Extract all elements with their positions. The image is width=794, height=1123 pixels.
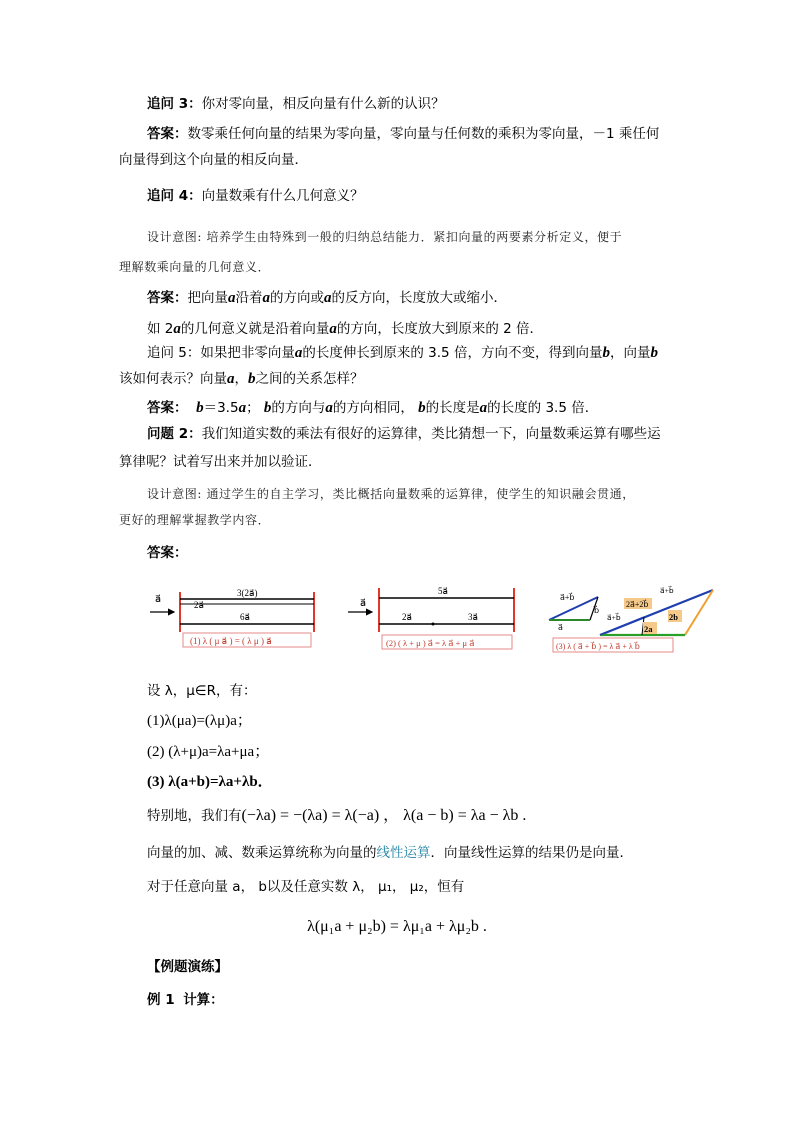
followup-question-3: 追问 3：你对零向量，相反向量有什么新的认识？ — [147, 96, 445, 112]
followup-question-4: 追问 4：向量数乘有什么几何意义？ — [147, 188, 364, 204]
design-intent-1-line-2: 理解数乘向量的几何意义． — [119, 260, 271, 274]
fig1-bottom-label: 6a⃗ — [240, 612, 251, 622]
fig2-a-label: a⃗ — [360, 598, 367, 609]
design-intent-2-line-2: 更好的理解掌握教学内容． — [119, 513, 271, 527]
fig2-caption: (2) ( λ + μ ) a⃗ = λ a⃗ + μ a⃗ — [386, 638, 475, 648]
fig3-b-label: b⃗ — [594, 606, 600, 615]
figure-2 — [348, 586, 514, 649]
linear-combination-formula: λ(μ₁a + μ₂b) = λμ₁a + λμ₂b . — [307, 918, 487, 935]
answer-4: 答案：把向量a沿着a的方向或a的反方向，长度放大或缩小． — [147, 290, 507, 306]
design-intent-2-line-1: 设计意图: 通过学生的自主学习，类比概括向量数乘的运算律，使学生的知识融会贯通， — [147, 487, 635, 501]
answer-3-line-1: 答案：数零乘任何向量的结果为零向量，零向量与任何数的乘积为零向量，－1 乘任何 — [147, 126, 660, 142]
laws-intro: 设 λ，μ∈R，有： — [147, 683, 257, 699]
special-case: 特别地，我们有(−λa) = −(λa) = λ(−a) ， λ(a − b) = λa − λb . — [147, 807, 527, 824]
fig3-apb2-label: a⃗+b⃗ — [607, 613, 621, 622]
fig1-a-label: a⃗ — [155, 594, 162, 605]
law-1: (1)λ(μa)=(λμ)a； — [147, 713, 252, 729]
fig2-left-label: 2a⃗ — [402, 612, 413, 622]
followup-question-5-line-1: 追问 5：如果把非零向量a的长度伸长到原来的 3.5 倍，方向不变，得到向量b，向量b — [147, 345, 658, 361]
figure-3 — [549, 585, 713, 652]
fig3-a-label: a⃗ — [558, 623, 563, 632]
operation-law-figures — [0, 580, 794, 660]
fig1-top-label: 3(2a⃗) — [237, 588, 258, 598]
law-3: (3) λ(a+b)=λa+λb． — [147, 774, 273, 790]
fig3-big-label: 2a⃗+2b⃗ — [626, 600, 649, 609]
section-heading: 【例题演练】 — [147, 959, 228, 975]
fig3-a2-label: 2a⃗ — [644, 624, 660, 634]
followup-question-5-line-2: 该如何表示？向量a，b之间的关系怎样？ — [119, 371, 364, 387]
fig3-apb-label: a⃗+b⃗ — [560, 593, 575, 602]
fig2-top-label: 5a⃗ — [438, 586, 449, 596]
problem-2-line-2: 算律呢？试着写出来并加以验证． — [119, 454, 322, 470]
linear-operation: 向量的加、减、数乘运算统称为向量的线性运算．向量线性运算的结果仍是向量． — [147, 845, 633, 861]
fig1-mid-label: 2a⃗ — [194, 600, 205, 610]
fig3-apb3-label: a⃗+b⃗ — [660, 586, 674, 595]
law-2: (2) (λ+μ)a=λa+μa； — [147, 744, 270, 760]
answer-5: 答案： b＝3.5a； b的方向与a的方向相同， b的长度是a的长度的 3.5 倍． — [147, 400, 599, 416]
fig3-b2-label: 2b⃗ — [669, 612, 685, 622]
problem-2-line-1: 问题 2：我们知道实数的乘法有很好的运算律，类比猜想一下，向量数乘运算有哪些运 — [147, 426, 661, 442]
for-all-statement: 对于任意向量 a， b以及任意实数 λ， μ₁， μ₂，恒有 — [147, 879, 465, 895]
answer-label: 答案： — [147, 545, 188, 561]
answer-3-line-2: 向量得到这个向量的相反向量． — [119, 152, 308, 168]
design-intent-1-line-1: 设计意图: 培养学生由特殊到一般的归纳总结能力．紧扣向量的两要素分析定义，便于 — [147, 230, 623, 244]
fig3-caption: (3) λ ( a⃗ + b⃗ ) = λ a⃗ + λ b⃗ — [556, 642, 640, 651]
example-2a-meaning: 如 2a的几何意义就是沿着向量a的方向，长度放大到原来的 2 倍． — [147, 321, 544, 337]
linear-operation-link[interactable]: 线性运算 — [376, 845, 431, 861]
fig1-caption: (1) λ ( μ a⃗ ) = ( λ μ ) a⃗ — [190, 636, 272, 646]
example-1: 例 1 计算： — [147, 992, 224, 1008]
fig2-right-label: 3a⃗ — [468, 612, 479, 622]
figure-1 — [150, 588, 314, 647]
